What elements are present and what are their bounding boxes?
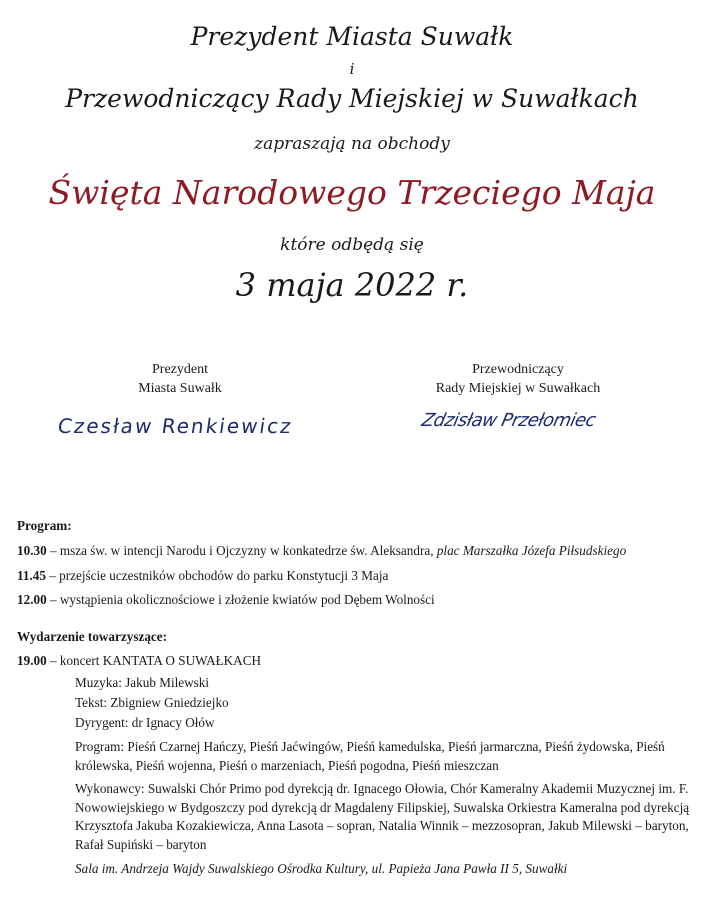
event-title: Święta Narodowego Trzeciego Maja [48, 173, 656, 212]
side-event-venue: Sala im. Andrzeja Wajdy Suwalskiego Ośrodka Kultury, ul. Papieża Jana Pawła II 5, Suwałki [75, 861, 568, 876]
program-item-2-time: 11.45 [17, 568, 46, 583]
will-take-place-text: które odbędą się [280, 235, 424, 255]
event-date: 3 maja 2022 r. [235, 266, 469, 304]
program-item-1 [17, 543, 626, 559]
signatory-left-title1: Prezydent [152, 362, 208, 377]
signature-right: Zdzisław Przełomiec [419, 410, 598, 431]
signatory-left [80, 360, 280, 398]
program-item-3-text: – wystąpienia okolicznościowe i złożenie kwiatów pod Dębem Wolności [46, 592, 435, 607]
side-event-heading: Wydarzenie towarzyszące: [17, 629, 168, 644]
program-item-3 [17, 592, 435, 608]
signatory-right [398, 360, 638, 398]
side-event-lyrics: Tekst: Zbigniew Gniedziejko [75, 695, 229, 710]
host-council-chairman: Przewodniczący Rady Miejskiej w Suwałkach [65, 84, 639, 113]
side-event-time: 19.00 [17, 653, 47, 668]
signatory-right-title2: Rady Miejskiej w Suwałkach [435, 381, 601, 396]
side-event-program: Program: Pieśń Czarnej Hańczy, Pieśń Jaćwingów, Pieśń kamedulska, Pieśń jarmarczna, Pieśń żydowska, Pieśń królewska, Pieśń wojenna, Pieśń o marzeniach, Pieśń pogodna, Pieśń mieszczan [75, 739, 665, 773]
program-item-1-text: – msza św. w intencji Narodu i Ojczyzny w konkatedrze św. Aleksandra, [46, 543, 437, 558]
program-item-1-time: 10.30 [17, 543, 47, 558]
side-event-text: – koncert KANTATA O SUWAŁKACH [46, 653, 262, 668]
invitation-text: zapraszają na obchody [254, 134, 450, 154]
program-item-3-time: 12.00 [17, 592, 47, 607]
signatory-left-title2: Miasta Suwałk [138, 381, 222, 396]
program-item-2 [17, 568, 388, 584]
program-item-2-text: – przejście uczestników obchodów do parku Konstytucji 3 Maja [45, 568, 389, 583]
signature-left: Czesław Renkiewicz [56, 414, 295, 438]
side-event-performers: Wykonawcy: Suwalski Chór Primo pod dyrekcją dr. Ignacego Ołowia, Chór Kameralny Akademii Muzycznej im. F. Nowowiejskiego w Bydgoszczy pod dyrekcją dr Magdaleny Filipskiej, Suwalska Orkiestra Kameralna pod dyrekcją Krzysztofa Jakuba Kozakiewicza, Anna Lasota – sopran, Natalia Winnik – mezzosopran, Jakub Milewski – baryton, Rafał Supiński – baryton [75, 781, 690, 852]
conjunction: i [349, 60, 355, 78]
host-president: Prezydent Miasta Suwałk [190, 22, 514, 51]
program-item-1-place: plac Marszałka Józefa Piłsudskiego [436, 543, 627, 558]
side-event-main [17, 653, 261, 669]
side-event-music: Muzyka: Jakub Milewski [75, 675, 210, 690]
signatory-right-title1: Przewodniczący [472, 362, 564, 377]
side-event-conductor: Dyrygent: dr Ignacy Ołów [75, 715, 215, 730]
program-heading: Program: [17, 518, 72, 533]
